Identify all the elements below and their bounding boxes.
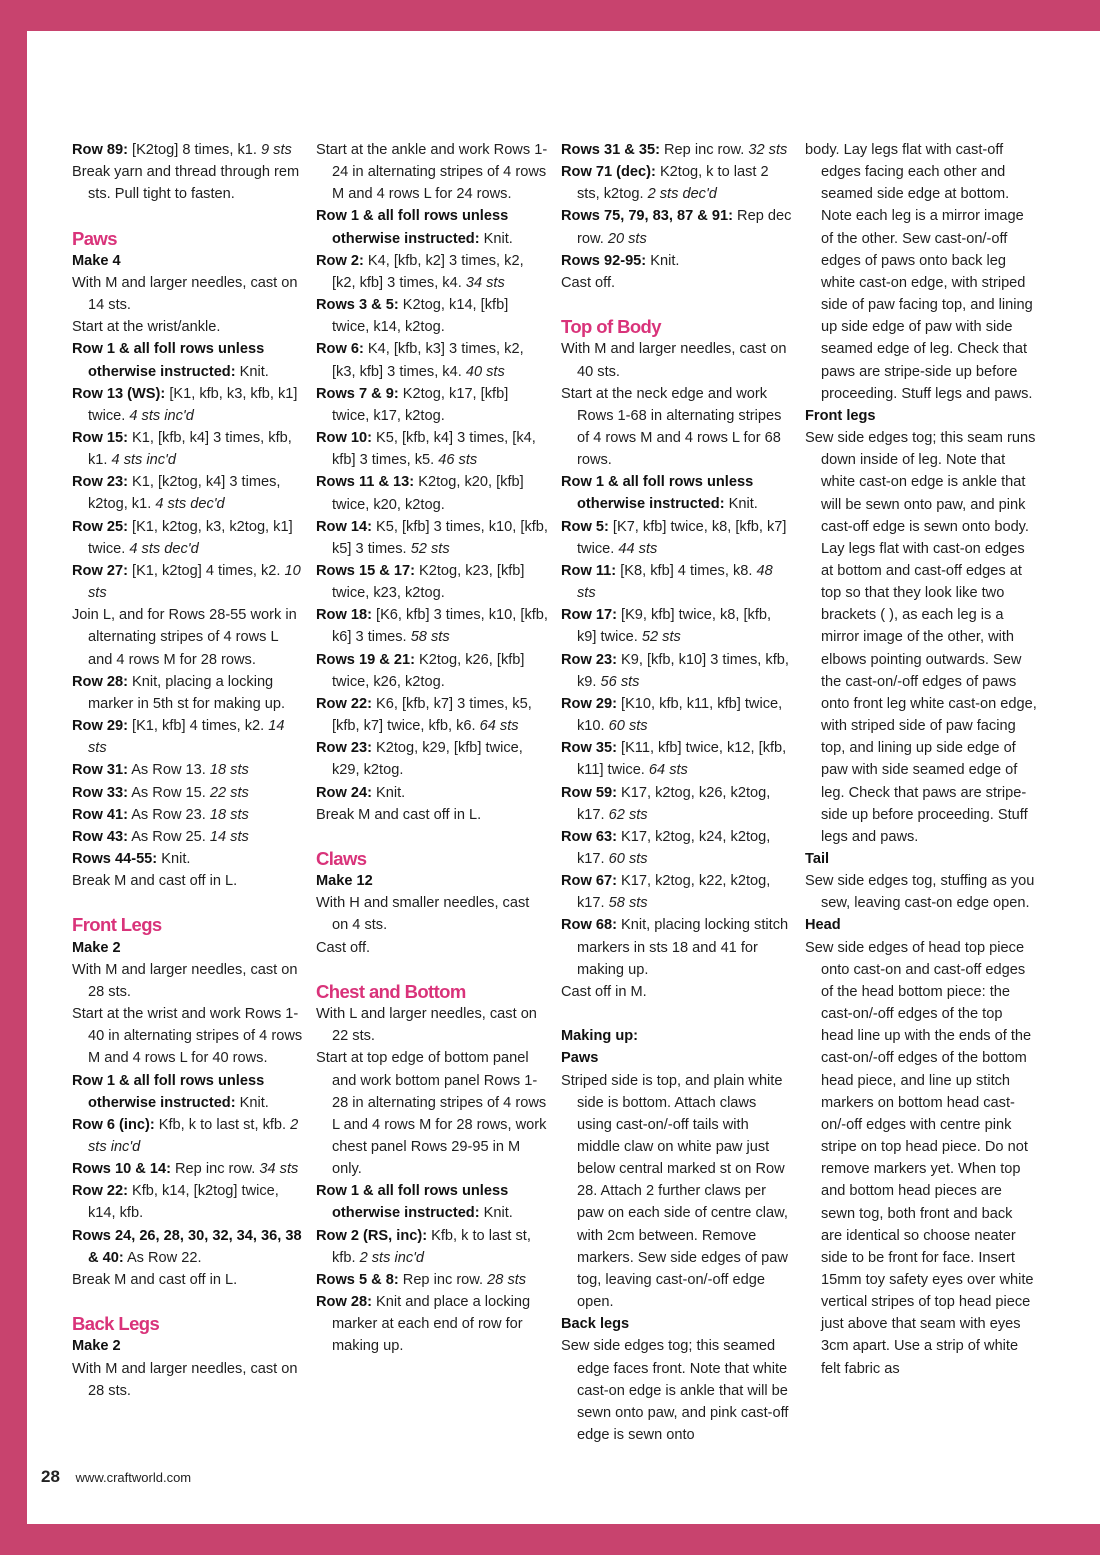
text-column-3 — [561, 139, 793, 1446]
pattern-instruction — [561, 1335, 793, 1446]
row-label: Row 1 & all foll rows unless otherwise instructed: — [72, 341, 265, 380]
stitch-count: 4 sts dec'd — [129, 540, 199, 557]
instruction-text: [K2tog] 8 times, k1. — [132, 142, 257, 158]
instruction-text: K4, [kfb, k3] 3 times, k2, [k3, kfb] 3 times, k4. — [332, 341, 524, 380]
spacer — [561, 294, 793, 316]
pattern-instruction — [72, 671, 304, 715]
pattern-instruction — [316, 1269, 548, 1291]
instruction-text: With M and larger needles, cast on 14 sts. — [72, 274, 298, 314]
row-label: Row 2: — [316, 252, 364, 269]
stitch-count: 2 sts inc'd — [359, 1249, 425, 1266]
pattern-instruction — [72, 1114, 304, 1158]
pattern-instruction — [72, 759, 304, 781]
row-label: Row 13 (WS): — [72, 385, 166, 402]
page-number: 28 — [41, 1467, 60, 1486]
row-label: Row 22: — [72, 1183, 128, 1200]
stitch-count: 52 sts — [641, 629, 681, 646]
row-label: Row 15: — [72, 430, 128, 447]
text-column-2 — [316, 139, 548, 1358]
pattern-instruction — [561, 205, 793, 249]
instruction-text: K2tog, k20, [kfb] twice, k20, k2tog. — [332, 474, 524, 513]
instruction-text: Cast off. — [561, 274, 616, 291]
magazine-page — [27, 31, 1100, 1524]
row-label: Row 1 & all foll rows unless otherwise instructed: — [561, 474, 754, 513]
row-label: Row 23: — [72, 474, 128, 491]
pattern-instruction — [72, 1225, 304, 1269]
pattern-instruction — [316, 737, 548, 781]
row-label: Row 24: — [316, 784, 372, 801]
row-label: Row 33: — [72, 784, 128, 801]
pattern-instruction — [561, 516, 793, 560]
row-label: Rows 92-95: — [561, 252, 647, 269]
instruction-text: With H and smaller needles, cast on 4 sts. — [316, 895, 530, 934]
row-label: Rows 75, 79, 83, 87 & 91: — [561, 208, 733, 225]
instruction-text: As Row 23. — [131, 806, 206, 823]
row-label: Row 14: — [316, 518, 372, 535]
pattern-instruction — [561, 649, 793, 693]
pattern-instruction — [805, 427, 1037, 848]
pattern-instruction — [561, 914, 793, 980]
pattern-instruction — [72, 383, 304, 427]
section-heading: Front Legs — [72, 914, 162, 936]
instruction-text: Sew side edges tog; this seam runs down inside of leg. Note that white cast-on edge is ankle that will be sewn onto paw, and pink cast-off edge is sewn onto body. Lay legs flat with cast-on edges at bottom and cast-off edges at top so that they look like two brackets ( ), as each leg is a mirror image of the other, with elbows pointing outwards. Sew the cast-on/-off edges of paws onto front leg white cast-on edge, with striped side of paw facing top, and lining up side edge of paw with side seamed edge of leg. Check that paws are stripe-side up before proceeding. Stuff legs and paws. — [805, 430, 1037, 845]
spacer — [561, 1003, 793, 1025]
instruction-text: Join L, and for Rows 28-55 work in alternating stripes of 4 rows L and 4 rows M for 28 rows. — [72, 607, 297, 668]
pattern-instruction — [316, 1225, 548, 1269]
stitch-count: 62 sts — [608, 806, 648, 823]
instruction-text: Knit. — [483, 230, 513, 247]
pattern-instruction — [805, 870, 1037, 914]
row-label: Row 31: — [72, 762, 128, 779]
pattern-instruction — [316, 693, 548, 737]
row-label: Row 68: — [561, 917, 617, 934]
pattern-instruction — [316, 294, 548, 338]
spacer — [316, 959, 548, 981]
pattern-instruction — [316, 804, 548, 826]
pattern-instruction — [72, 715, 304, 759]
instruction-text: [K6, kfb] 3 times, k10, [kfb, k6] 3 times. — [332, 607, 548, 646]
pattern-instruction — [316, 471, 548, 515]
instruction-text: Knit. — [239, 363, 269, 380]
instruction-text: K2tog, k23, [kfb] twice, k23, k2tog. — [332, 562, 525, 602]
row-label: Row 25: — [72, 518, 128, 535]
instruction-text: [K1, kfb, k3, kfb, k1] twice. — [88, 385, 298, 424]
pattern-instruction — [561, 604, 793, 648]
instruction-text: Knit. — [483, 1205, 513, 1222]
stitch-count: 14 sts — [209, 828, 249, 845]
instruction-text: [K7, kfb] twice, k8, [kfb, k7] twice. — [577, 518, 787, 557]
row-label: Row 27: — [72, 562, 128, 579]
pattern-instruction — [805, 937, 1037, 1380]
pattern-instruction — [561, 981, 793, 1003]
instruction-text: Knit. — [376, 784, 406, 801]
row-label: Rows 19 & 21: — [316, 651, 415, 668]
pattern-instruction — [561, 693, 793, 737]
row-label: Row 59: — [561, 784, 617, 801]
row-label: Row 41: — [72, 806, 128, 823]
text-column-1 — [72, 139, 304, 1402]
subheading: Head — [805, 917, 841, 934]
instruction-text: Break M and cast off in L. — [72, 873, 238, 890]
row-label: Row 11: — [561, 562, 617, 579]
stitch-count: 44 sts — [618, 540, 658, 557]
pattern-instruction — [72, 782, 304, 804]
instruction-text: Striped side is top, and plain white side is bottom. Attach claws using cast-on/-off tails with middle claw on white paw just below central marked st on Row 28. Attach 2 further claws per paw on each side of centre claw, with 2cm between. Remove markers. Sew side edges of paw tog, leaving cast-on/-off edge open. — [561, 1072, 788, 1311]
pattern-instruction — [561, 560, 793, 604]
row-label: Row 6: — [316, 341, 364, 358]
pattern-instruction — [316, 649, 548, 693]
instruction-text: As Row 13. — [131, 762, 206, 779]
pattern-instruction — [316, 427, 548, 471]
row-label: Row 2 (RS, inc): — [316, 1227, 428, 1244]
row-label: Row 1 & all foll rows unless otherwise instructed: — [316, 208, 509, 247]
pattern-instruction — [316, 250, 548, 294]
pattern-instruction — [561, 782, 793, 826]
row-label: Rows 7 & 9: — [316, 385, 399, 402]
instruction-text: K2tog, k29, [kfb] twice, k29, k2tog. — [332, 740, 523, 779]
row-label: Row 1 & all foll rows unless otherwise instructed: — [316, 1183, 509, 1222]
stitch-count: 48 sts — [577, 562, 773, 602]
pattern-instruction — [316, 383, 548, 427]
subheading: Back legs — [561, 1316, 630, 1333]
pattern-instruction — [316, 1180, 548, 1224]
spacer — [72, 892, 304, 914]
instruction-text: Start at the neck edge and work Rows 1-68 in alternating stripes of 4 rows M and 4 rows L for 68 rows. — [561, 385, 782, 469]
pattern-instruction — [72, 1180, 304, 1224]
row-label: Row 43: — [72, 828, 128, 845]
stitch-count: 14 sts — [88, 718, 285, 757]
pattern-instruction — [561, 139, 793, 161]
subheading: Paws — [561, 1050, 599, 1067]
pattern-instruction — [561, 161, 793, 205]
row-label: Row 63: — [561, 828, 617, 845]
stitch-count: 60 sts — [608, 850, 648, 867]
row-label: Row 22: — [316, 695, 372, 712]
stitch-count: 2 sts dec'd — [647, 186, 717, 203]
instruction-text: Rep dec row. — [577, 208, 792, 247]
stitch-count: 64 sts — [479, 718, 519, 735]
spacer — [72, 205, 304, 227]
stitch-count: 60 sts — [608, 718, 648, 735]
pattern-instruction — [316, 1047, 548, 1180]
pattern-instruction — [561, 471, 793, 515]
subheading: Tail — [805, 851, 830, 867]
instruction-text: K1, [kfb, k4] 3 times, kfb, k1. — [88, 430, 292, 469]
row-label: Row 23: — [316, 740, 372, 757]
pattern-instruction — [72, 161, 304, 205]
stitch-count: 32 sts — [748, 142, 788, 158]
instruction-text: Knit, placing a locking marker in 5th st for making up. — [88, 673, 286, 712]
stitch-count: 34 sts — [259, 1161, 299, 1178]
pattern-instruction — [561, 826, 793, 870]
row-label: Rows 44-55: — [72, 850, 158, 867]
section-heading: Chest and Bottom — [316, 980, 466, 1002]
instruction-text: Cast off. — [316, 939, 371, 956]
instruction-text: [K1, k2tog] 4 times, k2. — [132, 562, 281, 579]
row-label: Rows 10 & 14: — [72, 1161, 171, 1178]
instruction-text: Knit. — [161, 850, 191, 867]
instruction-text: K4, [kfb, k2] 3 times, k2, [k2, kfb] 3 times, k4. — [332, 252, 524, 291]
pattern-instruction — [72, 560, 304, 604]
subheading: Front legs — [805, 407, 876, 424]
instruction-text: K17, k2tog, k24, k2tog, k17. — [577, 828, 771, 867]
text-column-4 — [805, 139, 1037, 1380]
instruction-text: K6, [kfb, k7] 3 times, k5, [kfb, k7] twice, kfb, k6. — [332, 695, 532, 735]
subheading: Making up: — [561, 1028, 639, 1045]
instruction-text: K17, k2tog, k22, k2tog, k17. — [577, 873, 771, 912]
instruction-text: Start at the ankle and work Rows 1-24 in alternating stripes of 4 rows M and 4 rows L for 24 rows. — [316, 142, 548, 203]
row-label: Row 17: — [561, 607, 617, 624]
pattern-instruction — [72, 272, 304, 316]
row-label: Row 71 (dec): — [561, 164, 656, 181]
pattern-instruction — [72, 1003, 304, 1069]
instruction-text: Cast off in M. — [561, 983, 647, 1000]
instruction-text: Kfb, k to last st, kfb. — [158, 1116, 287, 1133]
stitch-count: 40 sts — [465, 363, 505, 380]
row-label: Rows 5 & 8: — [316, 1271, 399, 1288]
instruction-text: Rep inc row. — [402, 1271, 484, 1288]
pattern-instruction — [805, 139, 1037, 405]
pattern-instruction — [72, 826, 304, 848]
instruction-text: Sew side edges tog; this seamed edge faces front. Note that white cast-on edge is ankle that will be sewn onto paw, and pink cast-off edge is sewn onto — [561, 1338, 789, 1444]
row-label: Row 67: — [561, 873, 617, 890]
stitch-count: 52 sts — [410, 540, 450, 557]
instruction-text: Knit. — [728, 496, 758, 513]
pattern-instruction — [561, 870, 793, 914]
pattern-instruction — [316, 205, 548, 249]
instruction-text: With L and larger needles, cast on 22 sts. — [316, 1006, 537, 1045]
instruction-text: K17, k2tog, k26, k2tog, k17. — [577, 784, 771, 823]
stitch-count: 4 sts inc'd — [111, 452, 176, 469]
instruction-text: Break M and cast off in L. — [72, 1271, 238, 1288]
instruction-text: As Row 22. — [126, 1249, 202, 1266]
row-label: Row 28: — [72, 673, 128, 690]
section-heading: Top of Body — [561, 316, 661, 338]
row-label: Row 10: — [316, 430, 372, 447]
instruction-text: [K1, k2tog, k3, k2tog, k1] twice. — [88, 518, 293, 557]
row-label: Row 6 (inc): — [72, 1116, 155, 1133]
pattern-instruction — [316, 516, 548, 560]
row-label: Row 29: — [561, 695, 617, 712]
row-label: Row 28: — [316, 1294, 372, 1311]
instruction-text: Rep inc row. — [664, 142, 745, 158]
stitch-count: 34 sts — [465, 274, 505, 291]
pattern-instruction — [561, 250, 793, 272]
pattern-instruction — [72, 848, 304, 870]
row-label: Rows 31 & 35: — [561, 142, 660, 158]
stitch-count: 9 sts — [261, 142, 292, 158]
row-label: Row 23: — [561, 651, 617, 668]
stitch-count: 20 sts — [607, 230, 647, 247]
instruction-text: K9, [kfb, k10] 3 times, kfb, k9. — [577, 651, 789, 690]
instruction-text: K2tog, k14, [kfb] twice, k14, k2tog. — [332, 297, 509, 336]
pattern-instruction — [72, 604, 304, 670]
row-label: Rows 3 & 5: — [316, 297, 399, 314]
pattern-instruction — [72, 870, 304, 892]
stitch-count: 22 sts — [209, 784, 249, 801]
instruction-text: Knit. — [239, 1094, 269, 1111]
instruction-text: As Row 15. — [131, 784, 206, 801]
pattern-instruction — [72, 471, 304, 515]
row-label: Row 1 & all foll rows unless otherwise instructed: — [72, 1072, 265, 1111]
row-label: Rows 24, 26, 28, 30, 32, 34, 36, 38 & 40: — [72, 1227, 302, 1266]
stitch-count: 58 sts — [608, 895, 648, 912]
instruction-text: [K1, kfb] 4 times, k2. — [132, 718, 265, 735]
row-label: Rows 11 & 13: — [316, 474, 415, 491]
instruction-text: With M and larger needles, cast on 28 sts. — [72, 961, 298, 1000]
instruction-text: [K9, kfb] twice, k8, [kfb, k9] twice. — [577, 607, 772, 646]
stitch-count: 4 sts dec'd — [155, 496, 225, 513]
stitch-count: 58 sts — [410, 629, 450, 646]
pattern-instruction — [316, 338, 548, 382]
pattern-instruction — [72, 1070, 304, 1114]
stitch-count: 18 sts — [209, 762, 249, 779]
subheading: Make 2 — [72, 939, 121, 956]
instruction-text: [K10, kfb, k11, kfb] twice, k10. — [577, 695, 783, 735]
subheading: Make 2 — [72, 1338, 121, 1355]
pattern-instruction — [72, 338, 304, 382]
instruction-text: With M and larger needles, cast on 40 sts. — [561, 341, 787, 380]
pattern-instruction — [72, 1158, 304, 1180]
pattern-instruction — [316, 139, 548, 205]
pattern-instruction — [316, 1003, 548, 1047]
stitch-count: 56 sts — [600, 673, 640, 690]
pattern-instruction — [561, 272, 793, 294]
stitch-count: 4 sts inc'd — [129, 407, 194, 424]
pattern-instruction — [316, 1291, 548, 1357]
pattern-instruction — [72, 1269, 304, 1291]
stitch-count: 46 sts — [438, 452, 478, 469]
stitch-count: 28 sts — [487, 1271, 527, 1288]
instruction-text: Kfb, k to last st, kfb. — [332, 1227, 531, 1266]
instruction-text: Knit. — [650, 252, 680, 269]
row-label: Row 89: — [72, 142, 128, 158]
instruction-text: K5, [kfb, k4] 3 times, [k4, kfb] 3 times, k5. — [332, 430, 536, 469]
pattern-instruction — [72, 1358, 304, 1402]
section-heading: Paws — [72, 227, 117, 249]
instruction-text: Sew side edges tog, stuffing as you sew, leaving cast-on edge open. — [805, 873, 1035, 912]
section-heading: Claws — [316, 847, 367, 869]
pattern-instruction — [72, 516, 304, 560]
page-footer — [41, 1467, 191, 1487]
row-label: Row 35: — [561, 740, 617, 757]
spacer — [72, 1291, 304, 1313]
instruction-text: Knit and place a locking marker at each end of row for making up. — [332, 1294, 531, 1355]
pattern-instruction — [316, 782, 548, 804]
instruction-text: K2tog, k26, [kfb] twice, k26, k2tog. — [332, 651, 525, 690]
instruction-text: [K8, kfb] 4 times, k8. — [620, 562, 753, 579]
pattern-instruction — [561, 737, 793, 781]
instruction-text: K2tog, k17, [kfb] twice, k17, k2tog. — [332, 385, 509, 424]
row-label: Rows 15 & 17: — [316, 562, 415, 579]
pattern-instruction — [561, 383, 793, 472]
pattern-instruction — [72, 139, 304, 161]
instruction-text: Start at the wrist and work Rows 1-40 in alternating stripes of 4 rows M and 4 rows L for 40 rows. — [72, 1006, 303, 1067]
pattern-instruction — [72, 427, 304, 471]
subheading: Make 4 — [72, 252, 121, 269]
instruction-text: Start at the wrist/ankle. — [72, 319, 221, 336]
pattern-instruction — [316, 560, 548, 604]
pattern-instruction — [561, 338, 793, 382]
spacer — [316, 826, 548, 848]
pattern-instruction — [561, 1070, 793, 1314]
instruction-text: Break M and cast off in L. — [316, 806, 482, 823]
stitch-count: 2 sts inc'd — [88, 1116, 299, 1155]
instruction-text: K5, [kfb] 3 times, k10, [kfb, k5] 3 times. — [332, 518, 548, 557]
instruction-text: [K11, kfb] twice, k12, [kfb, k11] twice. — [577, 740, 787, 779]
pattern-instruction — [72, 316, 304, 338]
section-heading: Back Legs — [72, 1313, 160, 1335]
stitch-count: 18 sts — [209, 806, 249, 823]
pattern-instruction — [72, 804, 304, 826]
instruction-text: body. Lay legs flat with cast-off edges facing each other and seamed side edge at bottom. Note each leg is a mirror image of the other. Sew cast-on/-off edges of paws onto back leg white cast-on edge, with striped side of paw facing top, and lining up side edge of paw with side seamed edge of leg. Check that paws are stripe-side up before proceeding. Stuff legs and paws. — [805, 142, 1033, 402]
instruction-text: K1, [k2tog, k4] 3 times, k2tog, k1. — [88, 474, 281, 513]
subheading: Make 12 — [316, 873, 373, 890]
pattern-instruction — [316, 892, 548, 936]
row-label: Row 5: — [561, 518, 609, 535]
row-label: Row 18: — [316, 607, 372, 624]
website-url[interactable]: www.craftworld.com — [75, 1470, 192, 1485]
instruction-text: Sew side edges of head top piece onto cast-on and cast-off edges of the head bottom piece: the cast-on/-off edges of the top head line up with the ends of the cast-on/-off edges of the bottom head piece, and line up stitch markers on bottom head cast-on/-off edges with centre pink stripe on top head piece. Do not remove markers yet. When top and bottom head pieces are sewn tog, both front and back are identical so choose neater side to be front for face. Insert 15mm toy safety eyes over white vertical stripes of top head piece just above that seam with eyes 3cm apart. Use a strip of white felt fabric as — [805, 939, 1034, 1377]
pattern-instruction — [72, 959, 304, 1003]
instruction-text: With M and larger needles, cast on 28 sts. — [72, 1360, 298, 1399]
instruction-text: Start at top edge of bottom panel and work bottom panel Rows 1-28 in alternating stripes of 4 rows L and 4 rows M for 28 rows, work chest panel Rows 29-95 in M only. — [316, 1050, 547, 1178]
pattern-instruction — [316, 604, 548, 648]
instruction-text: As Row 25. — [131, 828, 206, 845]
stitch-count: 64 sts — [648, 762, 688, 779]
stitch-count: 10 sts — [88, 562, 301, 602]
instruction-text: Knit, placing locking stitch markers in sts 18 and 41 for making up. — [577, 917, 789, 978]
row-label: Row 29: — [72, 718, 128, 735]
instruction-text: K2tog, k to last 2 sts, k2tog. — [577, 164, 769, 203]
instruction-text: Break yarn and thread through rem sts. Pull tight to fasten. — [72, 164, 300, 203]
instruction-text: Rep inc row. — [175, 1161, 256, 1178]
pattern-instruction — [316, 937, 548, 959]
instruction-text: Kfb, k14, [k2tog] twice, k14, kfb. — [88, 1183, 279, 1222]
